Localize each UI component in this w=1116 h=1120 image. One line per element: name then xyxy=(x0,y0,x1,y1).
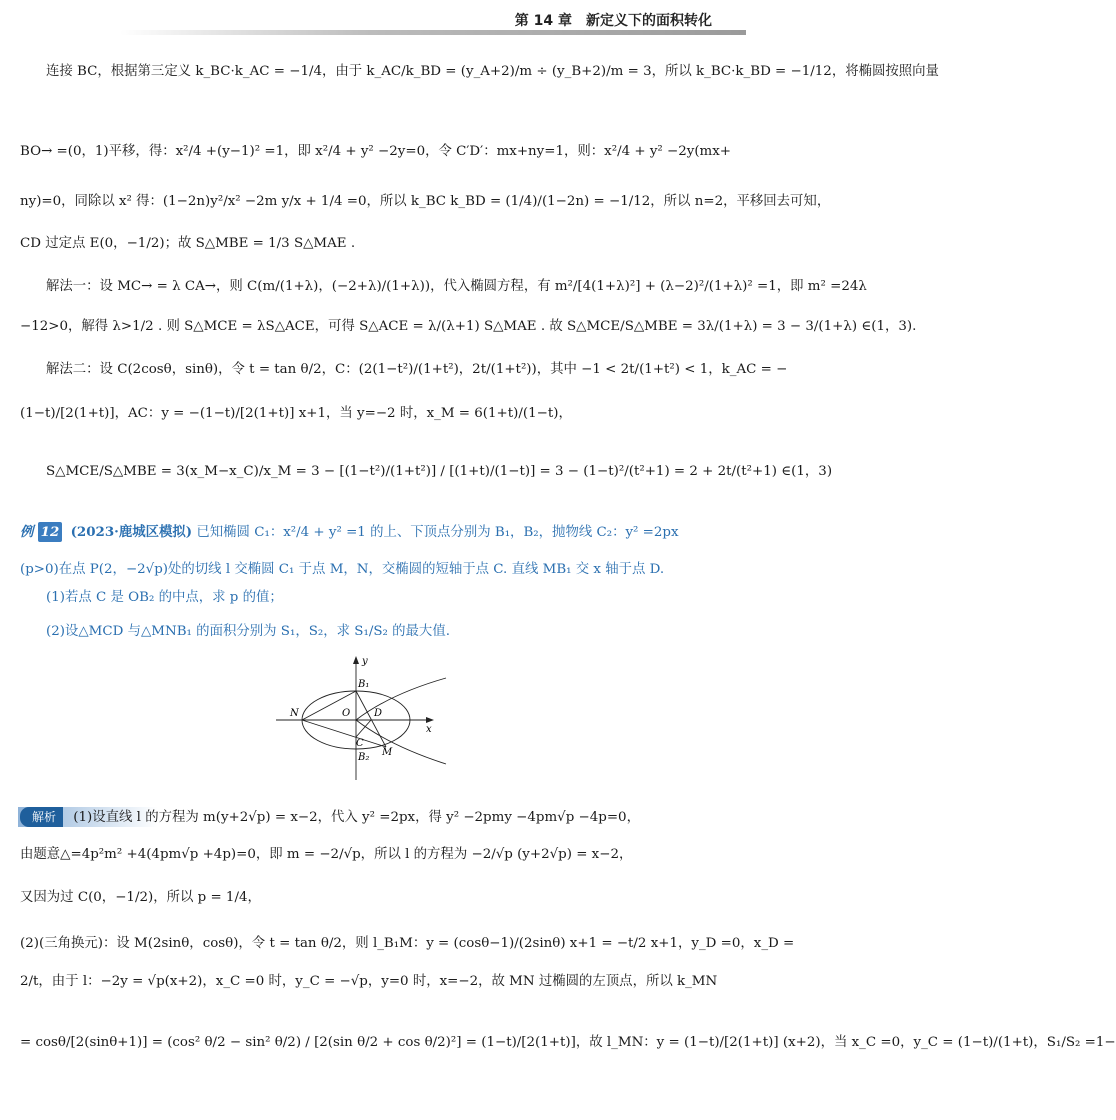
parabola-upper xyxy=(356,678,446,720)
text-line: 解法二：设 C(2cosθ，sinθ)，令 t = tan θ/2，C：(2(1−t²)/(1+t²)，2t/(1+t²))，其中 −1 < 2t/(1+t²) < 1，k_AC = − xyxy=(46,362,788,377)
label-d: D xyxy=(374,708,383,719)
label-x: x xyxy=(426,724,432,735)
text-line: (1−t)/[2(1+t)]，AC：y = −(1−t)/[2(1+t)] x+1，当 y=−2 时，x_M = 6(1+t)/(1−t)， xyxy=(20,406,572,421)
example-heading xyxy=(20,522,726,543)
analysis-line: 又因为过 C(0，−1/2)，所以 p = 1/4， xyxy=(20,890,261,905)
text-line: CD 过定点 E(0，−1/2)；故 S△MBE = 1/3 S△MAE . xyxy=(20,236,356,251)
label-m: M xyxy=(382,747,393,758)
text-line: ny)=0，同除以 x² 得：(1−2n)y²/x² −2m y/x + 1/4 =0，所以 k_BC k_BD = (1/4)/(1−2n) = −1/12，所以 n=2，平移回去可知， xyxy=(20,194,831,209)
analysis-line: 由题意△=4p²m² +4(4pm√p +4p)=0，即 m = −2/√p，所以 l 的方程为 −2/√p (y+2√p) = x−2， xyxy=(20,847,633,862)
text-line: −12>0，解得 λ>1/2 . 则 S△MCE = λS△ACE，可得 S△ACE = λ/(λ+1) S△MAE . 故 S△MCE/S△MBE = 3λ/(1+λ) = 3 − 3/(1+λ) ∈(1，3). xyxy=(20,319,917,334)
analysis-line: = cosθ/[2(sinθ+1)] = (cos² θ/2 − sin² θ/2) / [2(sin θ/2 + cos θ/2)²] = (1−t)/[2(1+t)]，故 l_MN：y = (1−t)/[2(1+t)] (x+2)，当 x_C =0，y_C = (1−t)/(1+t)，S₁/S₂ =1− xyxy=(20,1035,1116,1050)
example-line: (p>0)在点 P(2，−2√p)处的切线 l 交椭圆 C₁ 于点 M，N，交椭圆的短轴于点 C. 直线 MB₁ 交 x 轴于点 D. xyxy=(20,562,665,577)
text-line: 连接 BC，根据第三定义 k_BC·k_AC = −1/4，由于 k_AC/k_BD = (y_A+2)/m ÷ (y_B+2)/m = 3，所以 k_BC·k_BD = −1/12，将椭圆按照向量 xyxy=(46,64,939,79)
page-header xyxy=(0,0,746,34)
analysis-line: (1)设直线 l 的方程为 m(y+2√p) = x−2，代入 y² =2px，得 y² −2pmy −4pm√p −4p=0， xyxy=(73,810,640,825)
analysis-line: 2/t，由于 l：−2y = √p(x+2)，x_C =0 时，y_C = −√p，y=0 时，x=−2，故 MN 过椭圆的左顶点，所以 k_MN xyxy=(20,974,718,989)
example-line: 已知椭圆 C₁：x²/4 + y² =1 的上、下顶点分别为 B₁，B₂，抛物线 C₂：y² =2px xyxy=(196,525,679,540)
label-n: N xyxy=(290,708,299,719)
ellipse-diagram xyxy=(270,654,450,790)
text-line: S△MCE/S△MBE = 3(x_M−x_C)/x_M = 3 − [(1−t²)/(1+t²)] / [(1+t)/(1−t)] = 3 − (1−t)²/(t²+1) = 2 + 2t/(t²+1) ∈(1，3) xyxy=(46,464,833,479)
y-axis-arrow xyxy=(353,656,359,664)
label-c: C xyxy=(356,738,364,749)
analysis-heading xyxy=(20,807,726,828)
example-label: 例 xyxy=(20,524,34,540)
example-source: (2023·鹿城区模拟) xyxy=(70,524,193,540)
label-b1: B₁ xyxy=(358,679,370,690)
analysis-label: 解析 xyxy=(20,807,63,827)
label-y: y xyxy=(362,656,368,667)
x-axis-arrow xyxy=(426,717,434,723)
label-o: O xyxy=(342,708,351,719)
example-number: 12 xyxy=(38,522,63,542)
chapter-title: 第 14 章 新定义下的面积转化 xyxy=(514,13,712,29)
text-line: BO→ =(0，1)平移，得：x²/4 +(y−1)² =1，即 x²/4 + y² −2y=0，令 C′D′：mx+ny=1，则：x²/4 + y² −2y(mx+ xyxy=(20,144,732,159)
analysis-line: (2)(三角换元)：设 M(2sinθ，cosθ)，令 t = tan θ/2，则 l_B₁M：y = (cosθ−1)/(2sinθ) x+1 = −t/2 x+1，y_D =0，x_D = xyxy=(20,936,795,951)
question-1: (1)若点 C 是 OB₂ 的中点，求 p 的值； xyxy=(46,590,283,605)
question-2: (2)设△MCD 与△MNB₁ 的面积分别为 S₁，S₂，求 S₁/S₂ 的最大值. xyxy=(46,624,450,639)
header-rule xyxy=(120,30,746,35)
label-b2: B₂ xyxy=(358,752,370,763)
text-line: 解法一：设 MC→ = λ CA→，则 C(m/(1+λ)，(−2+λ)/(1+λ))，代入椭圆方程，有 m²/[4(1+λ)²] + (λ−2)²/(1+λ)² =1，即 m² =24λ xyxy=(46,279,867,294)
